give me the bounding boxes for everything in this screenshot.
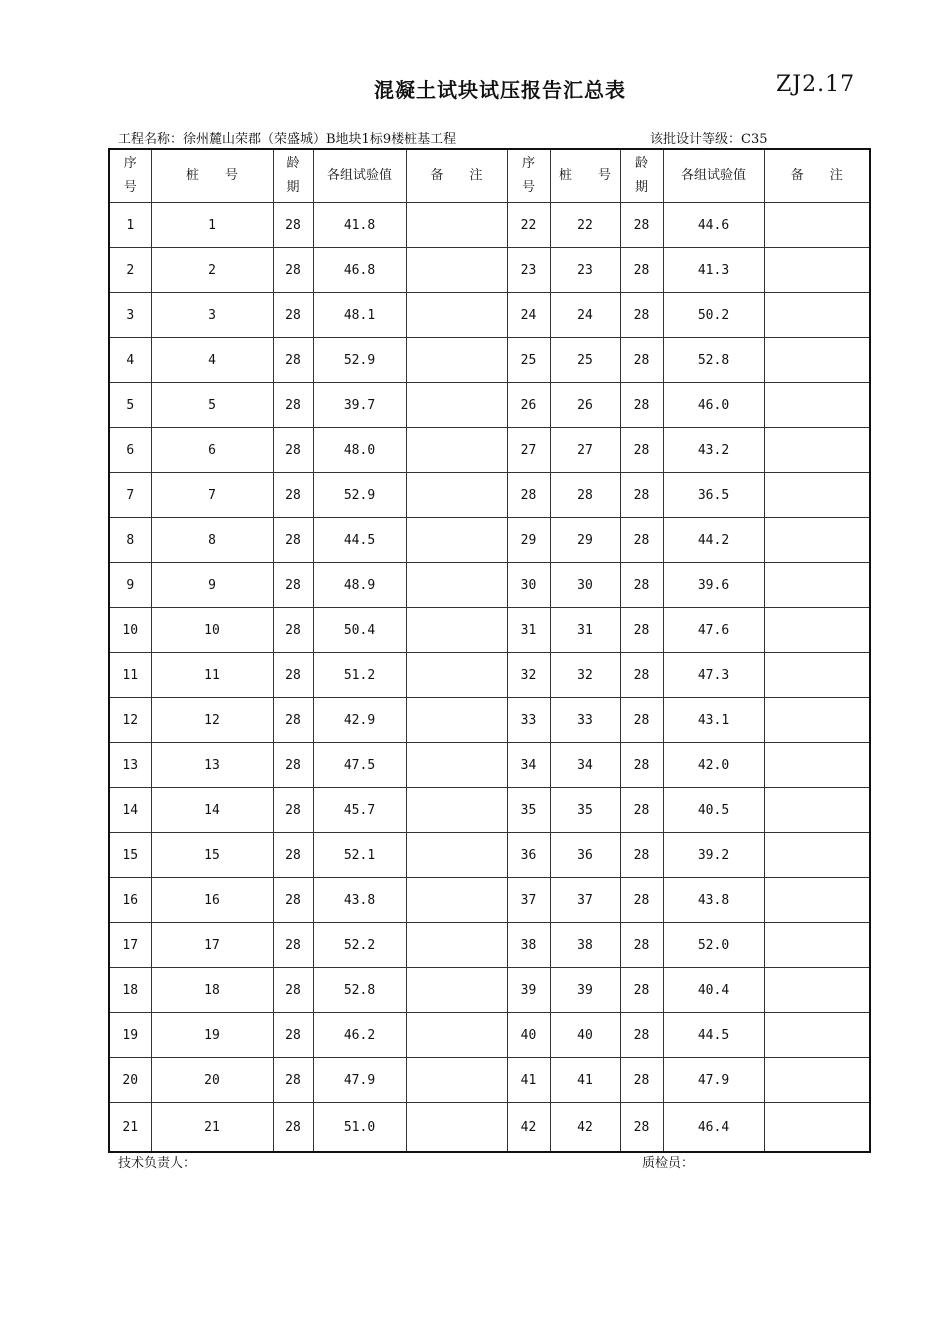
- test-value-cell: 39.2: [663, 833, 764, 878]
- age-cell: 28: [620, 248, 663, 293]
- pile-cell: 26: [550, 383, 620, 428]
- age-cell: 28: [273, 878, 313, 923]
- seq-cell: 41: [507, 1058, 550, 1103]
- note-cell: [406, 698, 507, 743]
- pile-cell: 3: [151, 293, 273, 338]
- pile-cell: 1: [151, 203, 273, 248]
- seq-cell: 36: [507, 833, 550, 878]
- test-value-cell: 43.8: [663, 878, 764, 923]
- test-value-cell: 47.5: [313, 743, 406, 788]
- table-row: [109, 1058, 870, 1103]
- note-cell: [764, 788, 870, 833]
- seq-cell: 12: [109, 698, 151, 743]
- table-row: [109, 608, 870, 653]
- test-value-cell: 48.9: [313, 563, 406, 608]
- age-cell: 28: [620, 293, 663, 338]
- pile-cell: 21: [151, 1103, 273, 1153]
- seq-cell: 16: [109, 878, 151, 923]
- test-value-cell: 41.3: [663, 248, 764, 293]
- test-value-cell: 47.3: [663, 653, 764, 698]
- test-value-cell: 43.2: [663, 428, 764, 473]
- table-row: [109, 968, 870, 1013]
- seq-cell: 23: [507, 248, 550, 293]
- pile-cell: 37: [550, 878, 620, 923]
- test-value-cell: 40.5: [663, 788, 764, 833]
- note-cell: [406, 788, 507, 833]
- age-cell: 28: [620, 338, 663, 383]
- note-cell: [406, 473, 507, 518]
- age-cell: 28: [620, 203, 663, 248]
- note-cell: [406, 293, 507, 338]
- note-cell: [764, 293, 870, 338]
- age-cell: 28: [620, 833, 663, 878]
- age-cell: 28: [273, 473, 313, 518]
- seq-cell: 24: [507, 293, 550, 338]
- age-cell: 28: [620, 608, 663, 653]
- note-cell: [764, 428, 870, 473]
- seq-cell: 26: [507, 383, 550, 428]
- table-row: [109, 653, 870, 698]
- seq-cell: 15: [109, 833, 151, 878]
- note-cell: [764, 698, 870, 743]
- note-cell: [406, 203, 507, 248]
- table-body: [109, 203, 870, 1153]
- table-row: [109, 383, 870, 428]
- project-name: 工程名称：徐州麓山荣郡（荣盛城）B地块1标9楼桩基工程: [118, 132, 457, 147]
- note-cell: [406, 248, 507, 293]
- note-cell: [764, 563, 870, 608]
- pile-cell: 42: [550, 1103, 620, 1153]
- age-cell: 28: [273, 383, 313, 428]
- seq-cell: 35: [507, 788, 550, 833]
- age-cell: 28: [620, 1013, 663, 1058]
- header-seq: 序 号: [109, 149, 151, 203]
- age-cell: 28: [273, 833, 313, 878]
- age-cell: 28: [620, 743, 663, 788]
- header-test-value: 各组试验值: [313, 149, 406, 203]
- test-value-cell: 47.9: [663, 1058, 764, 1103]
- age-cell: 28: [620, 383, 663, 428]
- pile-cell: 23: [550, 248, 620, 293]
- test-value-cell: 44.6: [663, 203, 764, 248]
- note-cell: [764, 833, 870, 878]
- note-cell: [764, 1103, 870, 1153]
- age-cell: 28: [620, 1058, 663, 1103]
- age-cell: 28: [273, 743, 313, 788]
- seq-cell: 33: [507, 698, 550, 743]
- note-cell: [764, 248, 870, 293]
- seq-cell: 38: [507, 923, 550, 968]
- pile-cell: 10: [151, 608, 273, 653]
- seq-cell: 4: [109, 338, 151, 383]
- pile-cell: 33: [550, 698, 620, 743]
- table-header-row: [109, 149, 870, 203]
- note-cell: [406, 1103, 507, 1153]
- test-value-cell: 50.2: [663, 293, 764, 338]
- form-code: ZJ2.17: [776, 72, 856, 97]
- test-value-cell: 52.2: [313, 923, 406, 968]
- test-value-cell: 39.6: [663, 563, 764, 608]
- test-value-cell: 51.0: [313, 1103, 406, 1153]
- table-row: [109, 833, 870, 878]
- test-value-cell: 45.7: [313, 788, 406, 833]
- age-cell: 28: [273, 563, 313, 608]
- age-cell: 28: [273, 293, 313, 338]
- note-cell: [764, 608, 870, 653]
- age-cell: 28: [273, 653, 313, 698]
- header-pile: 桩 号: [151, 149, 273, 203]
- seq-cell: 31: [507, 608, 550, 653]
- age-cell: 28: [620, 653, 663, 698]
- table-row: [109, 1103, 870, 1153]
- test-summary-table: [108, 148, 871, 1153]
- header-seq: 序 号: [507, 149, 550, 203]
- note-cell: [406, 968, 507, 1013]
- seq-cell: 10: [109, 608, 151, 653]
- pile-cell: 29: [550, 518, 620, 563]
- pile-cell: 30: [550, 563, 620, 608]
- note-cell: [764, 473, 870, 518]
- note-cell: [406, 653, 507, 698]
- test-value-cell: 46.0: [663, 383, 764, 428]
- age-cell: 28: [273, 428, 313, 473]
- pile-cell: 32: [550, 653, 620, 698]
- pile-cell: 40: [550, 1013, 620, 1058]
- pile-cell: 5: [151, 383, 273, 428]
- test-value-cell: 52.9: [313, 338, 406, 383]
- table-row: [109, 293, 870, 338]
- note-cell: [406, 923, 507, 968]
- table-row: [109, 518, 870, 563]
- note-cell: [406, 833, 507, 878]
- tech-lead-signature: 技术负责人：: [118, 1156, 197, 1171]
- age-cell: 28: [273, 1103, 313, 1153]
- note-cell: [406, 428, 507, 473]
- table-row: [109, 338, 870, 383]
- note-cell: [764, 923, 870, 968]
- age-cell: 28: [620, 428, 663, 473]
- test-value-cell: 50.4: [313, 608, 406, 653]
- note-cell: [406, 743, 507, 788]
- note-cell: [406, 1013, 507, 1058]
- test-value-cell: 41.8: [313, 203, 406, 248]
- seq-cell: 30: [507, 563, 550, 608]
- header-age: 龄 期: [620, 149, 663, 203]
- age-cell: 28: [620, 923, 663, 968]
- age-cell: 28: [273, 1058, 313, 1103]
- table-row: [109, 248, 870, 293]
- test-value-cell: 39.7: [313, 383, 406, 428]
- age-cell: 28: [273, 968, 313, 1013]
- pile-cell: 39: [550, 968, 620, 1013]
- seq-cell: 7: [109, 473, 151, 518]
- age-cell: 28: [620, 1103, 663, 1153]
- seq-cell: 29: [507, 518, 550, 563]
- pile-cell: 22: [550, 203, 620, 248]
- seq-cell: 5: [109, 383, 151, 428]
- test-value-cell: 52.8: [313, 968, 406, 1013]
- test-value-cell: 42.9: [313, 698, 406, 743]
- inspector-signature: 质检员：: [642, 1156, 695, 1171]
- age-cell: 28: [620, 563, 663, 608]
- seq-cell: 18: [109, 968, 151, 1013]
- header-pile: 桩 号: [550, 149, 620, 203]
- seq-cell: 39: [507, 968, 550, 1013]
- age-cell: 28: [273, 338, 313, 383]
- seq-cell: 13: [109, 743, 151, 788]
- pile-cell: 25: [550, 338, 620, 383]
- test-value-cell: 43.1: [663, 698, 764, 743]
- pile-cell: 19: [151, 1013, 273, 1058]
- pile-cell: 38: [550, 923, 620, 968]
- age-cell: 28: [273, 923, 313, 968]
- pile-cell: 18: [151, 968, 273, 1013]
- pile-cell: 8: [151, 518, 273, 563]
- note-cell: [406, 338, 507, 383]
- note-cell: [764, 878, 870, 923]
- test-value-cell: 42.0: [663, 743, 764, 788]
- pile-cell: 14: [151, 788, 273, 833]
- age-cell: 28: [620, 473, 663, 518]
- pile-cell: 16: [151, 878, 273, 923]
- seq-cell: 2: [109, 248, 151, 293]
- pile-cell: 24: [550, 293, 620, 338]
- seq-cell: 11: [109, 653, 151, 698]
- pile-cell: 20: [151, 1058, 273, 1103]
- pile-cell: 34: [550, 743, 620, 788]
- age-cell: 28: [273, 788, 313, 833]
- seq-cell: 27: [507, 428, 550, 473]
- age-cell: 28: [273, 608, 313, 653]
- test-value-cell: 52.0: [663, 923, 764, 968]
- seq-cell: 1: [109, 203, 151, 248]
- test-value-cell: 47.6: [663, 608, 764, 653]
- note-cell: [764, 518, 870, 563]
- test-value-cell: 47.9: [313, 1058, 406, 1103]
- test-value-cell: 44.5: [313, 518, 406, 563]
- table-row: [109, 698, 870, 743]
- table-row: [109, 203, 870, 248]
- table-row: [109, 473, 870, 518]
- table-row: [109, 743, 870, 788]
- age-cell: 28: [620, 518, 663, 563]
- test-value-cell: 46.8: [313, 248, 406, 293]
- table-row: [109, 428, 870, 473]
- seq-cell: 8: [109, 518, 151, 563]
- design-grade: 该批设计等级：C35: [650, 132, 768, 147]
- seq-cell: 14: [109, 788, 151, 833]
- seq-cell: 42: [507, 1103, 550, 1153]
- table-row: [109, 923, 870, 968]
- seq-cell: 21: [109, 1103, 151, 1153]
- test-value-cell: 46.4: [663, 1103, 764, 1153]
- age-cell: 28: [620, 878, 663, 923]
- seq-cell: 28: [507, 473, 550, 518]
- seq-cell: 9: [109, 563, 151, 608]
- header-age: 龄 期: [273, 149, 313, 203]
- page-title: 混凝土试块试压报告汇总表: [374, 78, 626, 102]
- test-value-cell: 44.5: [663, 1013, 764, 1058]
- seq-cell: 25: [507, 338, 550, 383]
- pile-cell: 12: [151, 698, 273, 743]
- seq-cell: 32: [507, 653, 550, 698]
- pile-cell: 2: [151, 248, 273, 293]
- note-cell: [764, 1013, 870, 1058]
- test-value-cell: 52.8: [663, 338, 764, 383]
- age-cell: 28: [273, 518, 313, 563]
- age-cell: 28: [273, 248, 313, 293]
- age-cell: 28: [273, 698, 313, 743]
- test-value-cell: 43.8: [313, 878, 406, 923]
- age-cell: 28: [620, 788, 663, 833]
- test-value-cell: 36.5: [663, 473, 764, 518]
- pile-cell: 6: [151, 428, 273, 473]
- age-cell: 28: [620, 968, 663, 1013]
- seq-cell: 22: [507, 203, 550, 248]
- note-cell: [764, 653, 870, 698]
- note-cell: [764, 968, 870, 1013]
- note-cell: [764, 743, 870, 788]
- note-cell: [406, 518, 507, 563]
- test-value-cell: 46.2: [313, 1013, 406, 1058]
- pile-cell: 41: [550, 1058, 620, 1103]
- seq-cell: 37: [507, 878, 550, 923]
- note-cell: [406, 608, 507, 653]
- seq-cell: 34: [507, 743, 550, 788]
- note-cell: [406, 383, 507, 428]
- seq-cell: 6: [109, 428, 151, 473]
- note-cell: [406, 1058, 507, 1103]
- table-row: [109, 878, 870, 923]
- test-value-cell: 40.4: [663, 968, 764, 1013]
- table-row: [109, 788, 870, 833]
- header-test-value: 各组试验值: [663, 149, 764, 203]
- age-cell: 28: [273, 1013, 313, 1058]
- pile-cell: 27: [550, 428, 620, 473]
- header-note: 备 注: [406, 149, 507, 203]
- table-row: [109, 563, 870, 608]
- pile-cell: 9: [151, 563, 273, 608]
- pile-cell: 36: [550, 833, 620, 878]
- seq-cell: 40: [507, 1013, 550, 1058]
- seq-cell: 20: [109, 1058, 151, 1103]
- test-value-cell: 51.2: [313, 653, 406, 698]
- pile-cell: 15: [151, 833, 273, 878]
- note-cell: [764, 1058, 870, 1103]
- pile-cell: 35: [550, 788, 620, 833]
- note-cell: [406, 878, 507, 923]
- seq-cell: 17: [109, 923, 151, 968]
- pile-cell: 4: [151, 338, 273, 383]
- age-cell: 28: [620, 698, 663, 743]
- seq-cell: 19: [109, 1013, 151, 1058]
- pile-cell: 28: [550, 473, 620, 518]
- note-cell: [406, 563, 507, 608]
- note-cell: [764, 338, 870, 383]
- pile-cell: 13: [151, 743, 273, 788]
- test-value-cell: 44.2: [663, 518, 764, 563]
- pile-cell: 11: [151, 653, 273, 698]
- age-cell: 28: [273, 203, 313, 248]
- test-value-cell: 52.9: [313, 473, 406, 518]
- pile-cell: 17: [151, 923, 273, 968]
- header-note: 备 注: [764, 149, 870, 203]
- test-value-cell: 52.1: [313, 833, 406, 878]
- test-value-cell: 48.1: [313, 293, 406, 338]
- table-row: [109, 1013, 870, 1058]
- test-value-cell: 48.0: [313, 428, 406, 473]
- seq-cell: 3: [109, 293, 151, 338]
- pile-cell: 7: [151, 473, 273, 518]
- pile-cell: 31: [550, 608, 620, 653]
- note-cell: [764, 383, 870, 428]
- note-cell: [764, 203, 870, 248]
